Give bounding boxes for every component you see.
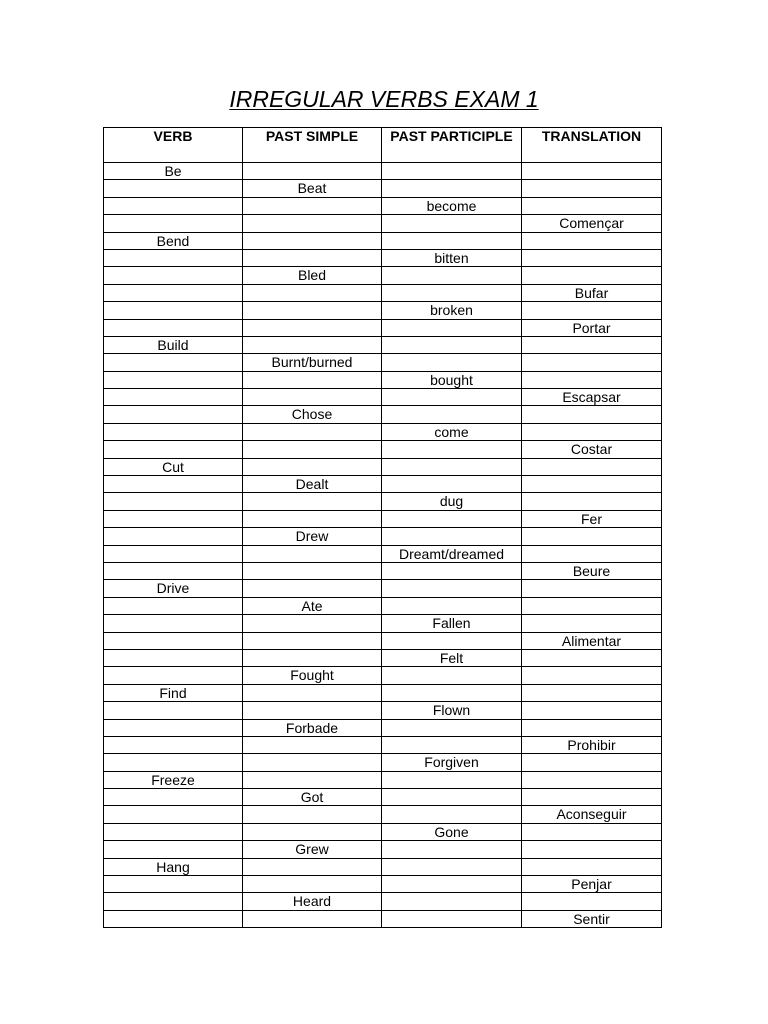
past-participle-cell[interactable] xyxy=(382,354,522,371)
header-row xyxy=(104,128,662,163)
verb-cell[interactable]: Build xyxy=(104,336,243,353)
past-participle-cell[interactable] xyxy=(382,806,522,823)
translation-cell[interactable] xyxy=(522,180,662,197)
header-past-participle: PAST PARTICIPLE xyxy=(382,128,522,163)
table-row xyxy=(104,736,662,753)
past-participle-cell[interactable] xyxy=(382,528,522,545)
verb-cell[interactable] xyxy=(104,649,243,666)
translation-cell[interactable] xyxy=(522,336,662,353)
past-participle-cell[interactable] xyxy=(382,284,522,301)
past-participle-cell[interactable] xyxy=(382,476,522,493)
translation-cell[interactable] xyxy=(522,476,662,493)
past-participle-cell[interactable] xyxy=(382,319,522,336)
verb-cell[interactable] xyxy=(104,180,243,197)
past-simple-cell[interactable] xyxy=(243,615,382,632)
table-row xyxy=(104,232,662,249)
table-row xyxy=(104,406,662,423)
translation-cell[interactable] xyxy=(522,667,662,684)
past-simple-cell[interactable] xyxy=(243,215,382,232)
verb-cell[interactable] xyxy=(104,562,243,579)
past-simple-cell[interactable] xyxy=(243,510,382,527)
table-row xyxy=(104,302,662,319)
translation-cell[interactable]: Escapsar xyxy=(522,389,662,406)
past-simple-cell[interactable] xyxy=(243,754,382,771)
table-row xyxy=(104,580,662,597)
past-simple-cell[interactable]: Got xyxy=(243,789,382,806)
table-row xyxy=(104,823,662,840)
verb-cell[interactable] xyxy=(104,719,243,736)
verb-cell[interactable]: Bend xyxy=(104,232,243,249)
table-row xyxy=(104,545,662,562)
verb-cell[interactable] xyxy=(104,371,243,388)
past-participle-cell[interactable]: come xyxy=(382,423,522,440)
verb-cell[interactable] xyxy=(104,302,243,319)
past-participle-cell[interactable] xyxy=(382,841,522,858)
past-participle-cell[interactable] xyxy=(382,163,522,180)
verb-cell[interactable] xyxy=(104,476,243,493)
translation-cell[interactable] xyxy=(522,841,662,858)
past-simple-cell[interactable]: Dealt xyxy=(243,476,382,493)
past-simple-cell[interactable] xyxy=(243,284,382,301)
past-simple-cell[interactable] xyxy=(243,371,382,388)
verb-cell[interactable] xyxy=(104,528,243,545)
translation-cell[interactable] xyxy=(522,371,662,388)
past-simple-cell[interactable] xyxy=(243,562,382,579)
table-row xyxy=(104,667,662,684)
past-participle-cell[interactable] xyxy=(382,180,522,197)
table-row xyxy=(104,284,662,301)
translation-cell[interactable]: Costar xyxy=(522,441,662,458)
table-row xyxy=(104,754,662,771)
past-simple-cell[interactable]: Beat xyxy=(243,180,382,197)
past-participle-cell[interactable]: become xyxy=(382,197,522,214)
table-row xyxy=(104,249,662,266)
verb-cell[interactable] xyxy=(104,389,243,406)
table-row xyxy=(104,893,662,910)
past-participle-cell[interactable]: bitten xyxy=(382,249,522,266)
past-participle-cell[interactable] xyxy=(382,389,522,406)
table-row xyxy=(104,649,662,666)
translation-cell[interactable]: Alimentar xyxy=(522,632,662,649)
table-row xyxy=(104,423,662,440)
verb-cell[interactable] xyxy=(104,910,243,927)
translation-cell[interactable]: Penjar xyxy=(522,876,662,893)
past-simple-cell[interactable] xyxy=(243,493,382,510)
past-participle-cell[interactable]: Forgiven xyxy=(382,754,522,771)
table-row xyxy=(104,597,662,614)
translation-cell[interactable]: Fer xyxy=(522,510,662,527)
verb-cell[interactable] xyxy=(104,267,243,284)
table-row xyxy=(104,197,662,214)
past-participle-cell[interactable] xyxy=(382,215,522,232)
header-translation: TRANSLATION xyxy=(522,128,662,163)
verb-cell[interactable] xyxy=(104,806,243,823)
verb-cell[interactable]: Cut xyxy=(104,458,243,475)
translation-cell[interactable] xyxy=(522,615,662,632)
past-participle-cell[interactable] xyxy=(382,736,522,753)
translation-cell[interactable]: Començar xyxy=(522,215,662,232)
verb-cell[interactable] xyxy=(104,823,243,840)
past-simple-cell[interactable]: Chose xyxy=(243,406,382,423)
translation-cell[interactable] xyxy=(522,702,662,719)
table-row xyxy=(104,789,662,806)
translation-cell[interactable]: Portar xyxy=(522,319,662,336)
translation-cell[interactable] xyxy=(522,302,662,319)
past-simple-cell[interactable] xyxy=(243,910,382,927)
verb-cell[interactable] xyxy=(104,789,243,806)
table-row xyxy=(104,215,662,232)
past-simple-cell[interactable] xyxy=(243,302,382,319)
past-participle-cell[interactable] xyxy=(382,232,522,249)
past-simple-cell[interactable] xyxy=(243,336,382,353)
table-row xyxy=(104,876,662,893)
table-row xyxy=(104,371,662,388)
past-participle-cell[interactable] xyxy=(382,719,522,736)
past-simple-cell[interactable]: Fought xyxy=(243,667,382,684)
translation-cell[interactable] xyxy=(522,406,662,423)
past-simple-cell[interactable] xyxy=(243,823,382,840)
past-participle-cell[interactable] xyxy=(382,441,522,458)
verb-cell[interactable]: Hang xyxy=(104,858,243,875)
header-verb: VERB xyxy=(104,128,243,163)
past-simple-cell[interactable]: Ate xyxy=(243,597,382,614)
translation-cell[interactable] xyxy=(522,823,662,840)
past-simple-cell[interactable]: Heard xyxy=(243,893,382,910)
past-simple-cell[interactable]: Bled xyxy=(243,267,382,284)
past-participle-cell[interactable] xyxy=(382,684,522,701)
table-row xyxy=(104,510,662,527)
past-simple-cell[interactable] xyxy=(243,771,382,788)
verb-cell[interactable] xyxy=(104,841,243,858)
past-participle-cell[interactable] xyxy=(382,667,522,684)
past-simple-cell[interactable] xyxy=(243,423,382,440)
past-simple-cell[interactable] xyxy=(243,197,382,214)
translation-cell[interactable]: Beure xyxy=(522,562,662,579)
past-simple-cell[interactable] xyxy=(243,649,382,666)
past-participle-cell[interactable] xyxy=(382,910,522,927)
past-simple-cell[interactable] xyxy=(243,632,382,649)
translation-cell[interactable] xyxy=(522,580,662,597)
past-participle-cell[interactable] xyxy=(382,510,522,527)
table-row xyxy=(104,336,662,353)
past-participle-cell[interactable]: broken xyxy=(382,302,522,319)
translation-cell[interactable] xyxy=(522,423,662,440)
verb-cell[interactable] xyxy=(104,667,243,684)
past-simple-cell[interactable] xyxy=(243,545,382,562)
verb-cell[interactable] xyxy=(104,406,243,423)
past-participle-cell[interactable] xyxy=(382,580,522,597)
past-simple-cell[interactable] xyxy=(243,806,382,823)
table-row xyxy=(104,180,662,197)
past-participle-cell[interactable] xyxy=(382,336,522,353)
translation-cell[interactable] xyxy=(522,684,662,701)
past-simple-cell[interactable] xyxy=(243,163,382,180)
table-row xyxy=(104,841,662,858)
past-participle-cell[interactable] xyxy=(382,876,522,893)
verb-cell[interactable] xyxy=(104,441,243,458)
verb-cell[interactable] xyxy=(104,754,243,771)
translation-cell[interactable] xyxy=(522,597,662,614)
table-row xyxy=(104,354,662,371)
verb-cell[interactable] xyxy=(104,736,243,753)
translation-cell[interactable]: Bufar xyxy=(522,284,662,301)
table-row xyxy=(104,163,662,180)
translation-cell[interactable] xyxy=(522,858,662,875)
past-simple-cell[interactable]: Grew xyxy=(243,841,382,858)
table-row xyxy=(104,702,662,719)
verb-cell[interactable]: Find xyxy=(104,684,243,701)
translation-cell[interactable] xyxy=(522,197,662,214)
translation-cell[interactable] xyxy=(522,267,662,284)
verb-cell[interactable] xyxy=(104,545,243,562)
past-simple-cell[interactable] xyxy=(243,389,382,406)
table-row xyxy=(104,389,662,406)
header-past-simple: PAST SIMPLE xyxy=(243,128,382,163)
verb-cell[interactable] xyxy=(104,319,243,336)
table-row xyxy=(104,632,662,649)
table-body xyxy=(104,163,662,928)
table-row xyxy=(104,476,662,493)
past-participle-cell[interactable] xyxy=(382,858,522,875)
verb-cell[interactable] xyxy=(104,284,243,301)
past-participle-cell[interactable] xyxy=(382,267,522,284)
past-simple-cell[interactable] xyxy=(243,249,382,266)
translation-cell[interactable] xyxy=(522,163,662,180)
translation-cell[interactable] xyxy=(522,493,662,510)
table-row xyxy=(104,684,662,701)
verb-cell[interactable] xyxy=(104,493,243,510)
table-row xyxy=(104,458,662,475)
past-participle-cell[interactable] xyxy=(382,458,522,475)
verb-cell[interactable]: Freeze xyxy=(104,771,243,788)
table-row xyxy=(104,719,662,736)
past-participle-cell[interactable] xyxy=(382,771,522,788)
past-simple-cell[interactable] xyxy=(243,876,382,893)
past-participle-cell[interactable] xyxy=(382,597,522,614)
verb-cell[interactable]: Be xyxy=(104,163,243,180)
verb-cell[interactable] xyxy=(104,615,243,632)
past-simple-cell[interactable] xyxy=(243,858,382,875)
verb-cell[interactable] xyxy=(104,597,243,614)
past-participle-cell[interactable]: Felt xyxy=(382,649,522,666)
verb-cell[interactable] xyxy=(104,510,243,527)
past-participle-cell[interactable] xyxy=(382,632,522,649)
table-row xyxy=(104,806,662,823)
translation-cell[interactable]: Sentir xyxy=(522,910,662,927)
page-title: IRREGULAR VERBS EXAM 1 xyxy=(229,86,539,112)
past-simple-cell[interactable] xyxy=(243,736,382,753)
table-row xyxy=(104,267,662,284)
verb-cell[interactable] xyxy=(104,249,243,266)
past-participle-cell[interactable]: Fallen xyxy=(382,615,522,632)
verb-cell[interactable] xyxy=(104,702,243,719)
past-simple-cell[interactable] xyxy=(243,441,382,458)
past-participle-cell[interactable]: Dreamt/dreamed xyxy=(382,545,522,562)
past-participle-cell[interactable] xyxy=(382,562,522,579)
verb-cell[interactable] xyxy=(104,876,243,893)
verb-cell[interactable] xyxy=(104,354,243,371)
translation-cell[interactable] xyxy=(522,528,662,545)
translation-cell[interactable] xyxy=(522,354,662,371)
past-simple-cell[interactable] xyxy=(243,702,382,719)
translation-cell[interactable] xyxy=(522,649,662,666)
verb-cell[interactable] xyxy=(104,893,243,910)
table-row xyxy=(104,562,662,579)
translation-cell[interactable] xyxy=(522,771,662,788)
translation-cell[interactable] xyxy=(522,458,662,475)
table-row xyxy=(104,771,662,788)
table-row xyxy=(104,858,662,875)
translation-cell[interactable] xyxy=(522,789,662,806)
table-row xyxy=(104,910,662,927)
translation-cell[interactable] xyxy=(522,545,662,562)
verb-cell[interactable]: Drive xyxy=(104,580,243,597)
past-participle-cell[interactable]: dug xyxy=(382,493,522,510)
past-participle-cell[interactable] xyxy=(382,893,522,910)
past-simple-cell[interactable] xyxy=(243,458,382,475)
past-participle-cell[interactable] xyxy=(382,789,522,806)
verb-cell[interactable] xyxy=(104,215,243,232)
past-simple-cell[interactable]: Burnt/burned xyxy=(243,354,382,371)
verbs-table xyxy=(103,127,662,928)
table-row xyxy=(104,441,662,458)
past-simple-cell[interactable] xyxy=(243,580,382,597)
verb-cell[interactable] xyxy=(104,632,243,649)
past-participle-cell[interactable]: bought xyxy=(382,371,522,388)
verb-cell[interactable] xyxy=(104,423,243,440)
translation-cell[interactable] xyxy=(522,232,662,249)
translation-cell[interactable] xyxy=(522,754,662,771)
translation-cell[interactable]: Prohibir xyxy=(522,736,662,753)
past-simple-cell[interactable]: Forbade xyxy=(243,719,382,736)
past-participle-cell[interactable]: Gone xyxy=(382,823,522,840)
table-header xyxy=(104,128,662,163)
past-participle-cell[interactable]: Flown xyxy=(382,702,522,719)
past-simple-cell[interactable] xyxy=(243,232,382,249)
past-simple-cell[interactable] xyxy=(243,684,382,701)
past-participle-cell[interactable] xyxy=(382,406,522,423)
table-row xyxy=(104,615,662,632)
table-row xyxy=(104,528,662,545)
table-row xyxy=(104,493,662,510)
past-simple-cell[interactable]: Drew xyxy=(243,528,382,545)
verb-cell[interactable] xyxy=(104,197,243,214)
translation-cell[interactable]: Aconseguir xyxy=(522,806,662,823)
translation-cell[interactable] xyxy=(522,893,662,910)
translation-cell[interactable] xyxy=(522,719,662,736)
translation-cell[interactable] xyxy=(522,249,662,266)
past-simple-cell[interactable] xyxy=(243,319,382,336)
table-row xyxy=(104,319,662,336)
